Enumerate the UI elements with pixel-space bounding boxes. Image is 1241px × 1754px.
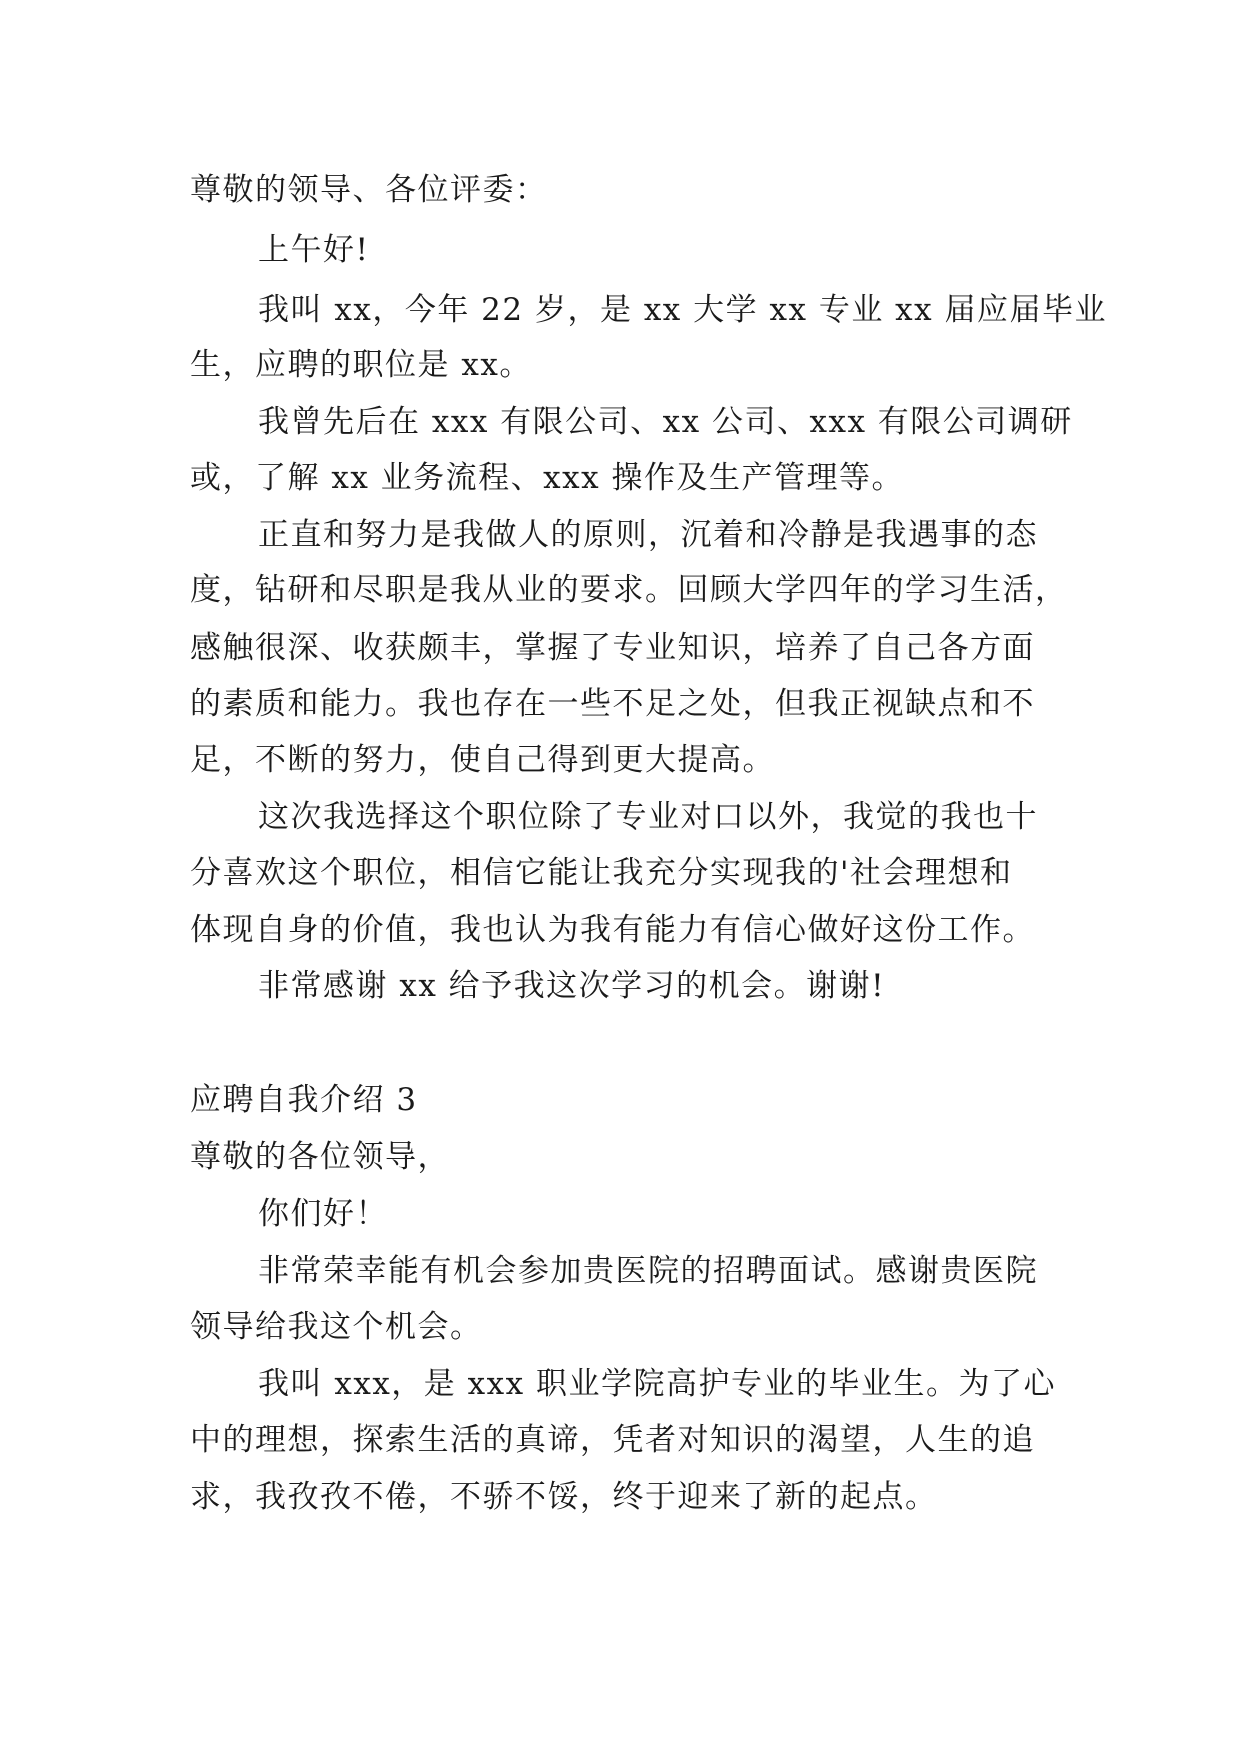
- paragraph-line: 正直和努力是我做人的原则，沉着和冷静是我遇事的态: [258, 517, 1038, 553]
- paragraph-line: 的素质和能力。我也存在一些不足之处，但我正视缺点和不: [190, 686, 1035, 722]
- greeting: 你们好！: [258, 1196, 388, 1232]
- paragraph-line: 中的理想，探索生活的真谛，凭者对知识的渴望，人生的追: [190, 1422, 1035, 1458]
- paragraph-line: 这次我选择这个职位除了专业对口以外，我觉的我也十: [258, 799, 1038, 835]
- paragraph-line: 我叫 xx，今年 22 岁，是 xx 大学 xx 专业 xx 届应届毕业: [258, 292, 1107, 328]
- paragraph-line: 求，我孜孜不倦，不骄不馁，终于迎来了新的起点。: [190, 1479, 938, 1515]
- salutation: 尊敬的各位领导，: [190, 1139, 450, 1175]
- paragraph-line: 生，应聘的职位是 xx。: [190, 347, 532, 383]
- paragraph-line: 或，了解 xx 业务流程、xxx 操作及生产管理等。: [190, 460, 904, 496]
- paragraph-line: 非常感谢 xx 给予我这次学习的机会。谢谢!: [258, 968, 886, 1004]
- paragraph-line: 足，不断的努力，使自己得到更大提高。: [190, 742, 775, 778]
- paragraph-line: 我曾先后在 xxx 有限公司、xx 公司、xxx 有限公司调研: [258, 404, 1073, 440]
- paragraph-line: 我叫 xxx，是 xxx 职业学院高护专业的毕业生。为了心: [258, 1366, 1056, 1402]
- paragraph-line: 感触很深、收获颇丰，掌握了专业知识，培养了自己各方面: [190, 630, 1035, 666]
- paragraph-line: 分喜欢这个职位，相信它能让我充分实现我的'社会理想和: [190, 855, 1013, 891]
- paragraph-line: 度，钻研和尽职是我从业的要求。回顾大学四年的学习生活，: [190, 572, 1068, 608]
- paragraph-line: 体现自身的价值，我也认为我有能力有信心做好这份工作。: [190, 912, 1035, 948]
- salutation: 尊敬的领导、各位评委：: [190, 172, 548, 208]
- section-title: 应聘自我介绍 3: [190, 1082, 418, 1118]
- paragraph-line: 领导给我这个机会。: [190, 1309, 483, 1345]
- paragraph-line: 非常荣幸能有机会参加贵医院的招聘面试。感谢贵医院: [258, 1253, 1038, 1289]
- greeting: 上午好!: [258, 232, 370, 268]
